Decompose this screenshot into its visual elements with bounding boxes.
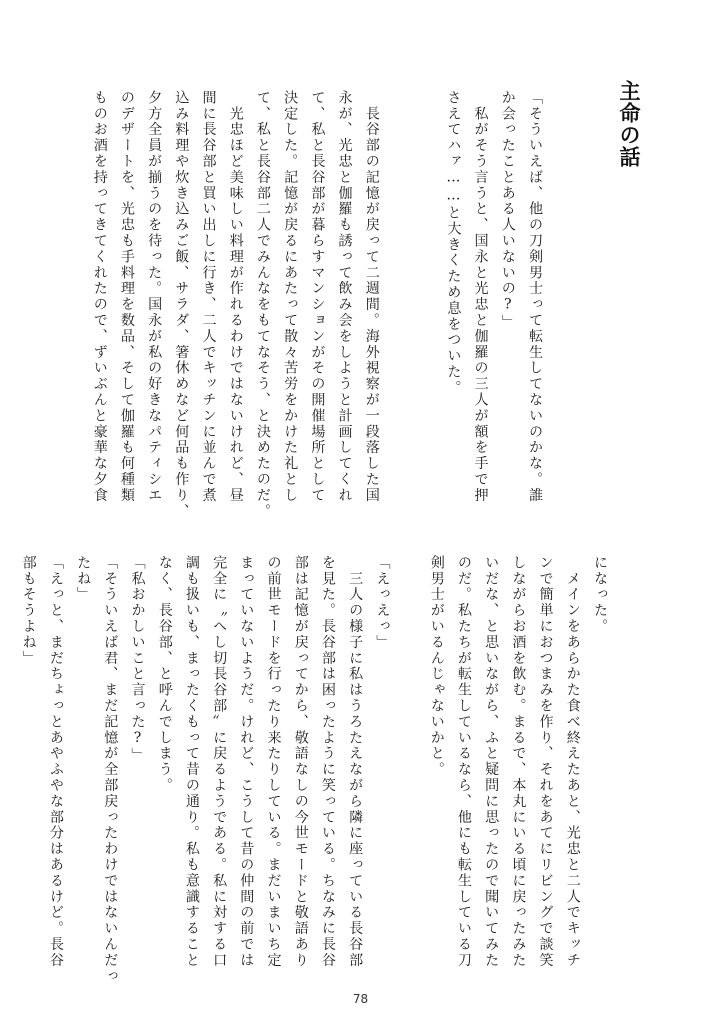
body-text-upper-column: 「そういえば、他の刀剣男士って転生してないのかな。誰 か会ったことある人いないの?」 私がそう言うと、国永と光忠と伽羅の三人が額を手で押 さえてハァ……と大きくため息をついた。 長谷部の記憶が戻って二週間。海外視察が一段落した国 永が、光忠と伽羅も誘って飲み会をしようと計画してくれ て、私と長谷部が暮らすマンションがその開催場所として 決定した。記憶が戻るにあたって散々苦労をかけた礼とし て、私と長谷部二人でみんなをもてなそう、と決めたのだ。 光忠ほど美味しい料理が作れるわけではないけれど、昼 間に長谷部と買い出しに行き、二人でキッチンに並んで煮 込み料理や炊き込みご飯、サラダ、箸休めなど何品も作り、 夕方全員が揃うのを待った。国永が私の好きなパティシエ のデザートを、光忠も手料理を数品、そして伽羅も何種類 ものお酒を持ってきてくれたので、ずいぶんと豪華な夕食 xyxy=(91,90,543,520)
body-text-lower-column: になった。 メインをあらかた食べ終えたあと、光忠と二人でキッチ ンで簡単におつまみを作り、それをあてにリビングで談笑 しながらお酒を飲む。まるで、本丸にいる頃に戻ったみた いだな、と思いながら、ふと疑問に思ったので聞いてみた のだ。私たちが転生しているなら、他にも転生している刀 剣男士がいるんじゃないかと。 「えっえっ」 三人の様子に私はうろたえながら隣に座っている長谷部 を見た。長谷部は困ったように笑っている。ちなみに長谷 部は記憶が戻ってから、敬語なしの今世モードと敬語あり の前世モードを行ったり来たりしている。まだいまいち定 まっていないようだ。けれど、こうして昔の仲間の前では 完全に〝へし切長谷部〟に戻るようである。私に対する口 調も扱いも、まったくもって昔の通り。私も意識すること なく、長谷部、と呼んでしまう。 「私おかしいこと言った?」 「そういえば君、まだ記憶が全部戻ったわけではないんだっ たね」 「えっと、まだちょっとあやふやな部分はあるけど。長谷 部もそうよね」 xyxy=(20,555,608,985)
page-number: 78 xyxy=(352,992,369,1006)
chapter-title: 主命の話 xyxy=(617,80,641,168)
